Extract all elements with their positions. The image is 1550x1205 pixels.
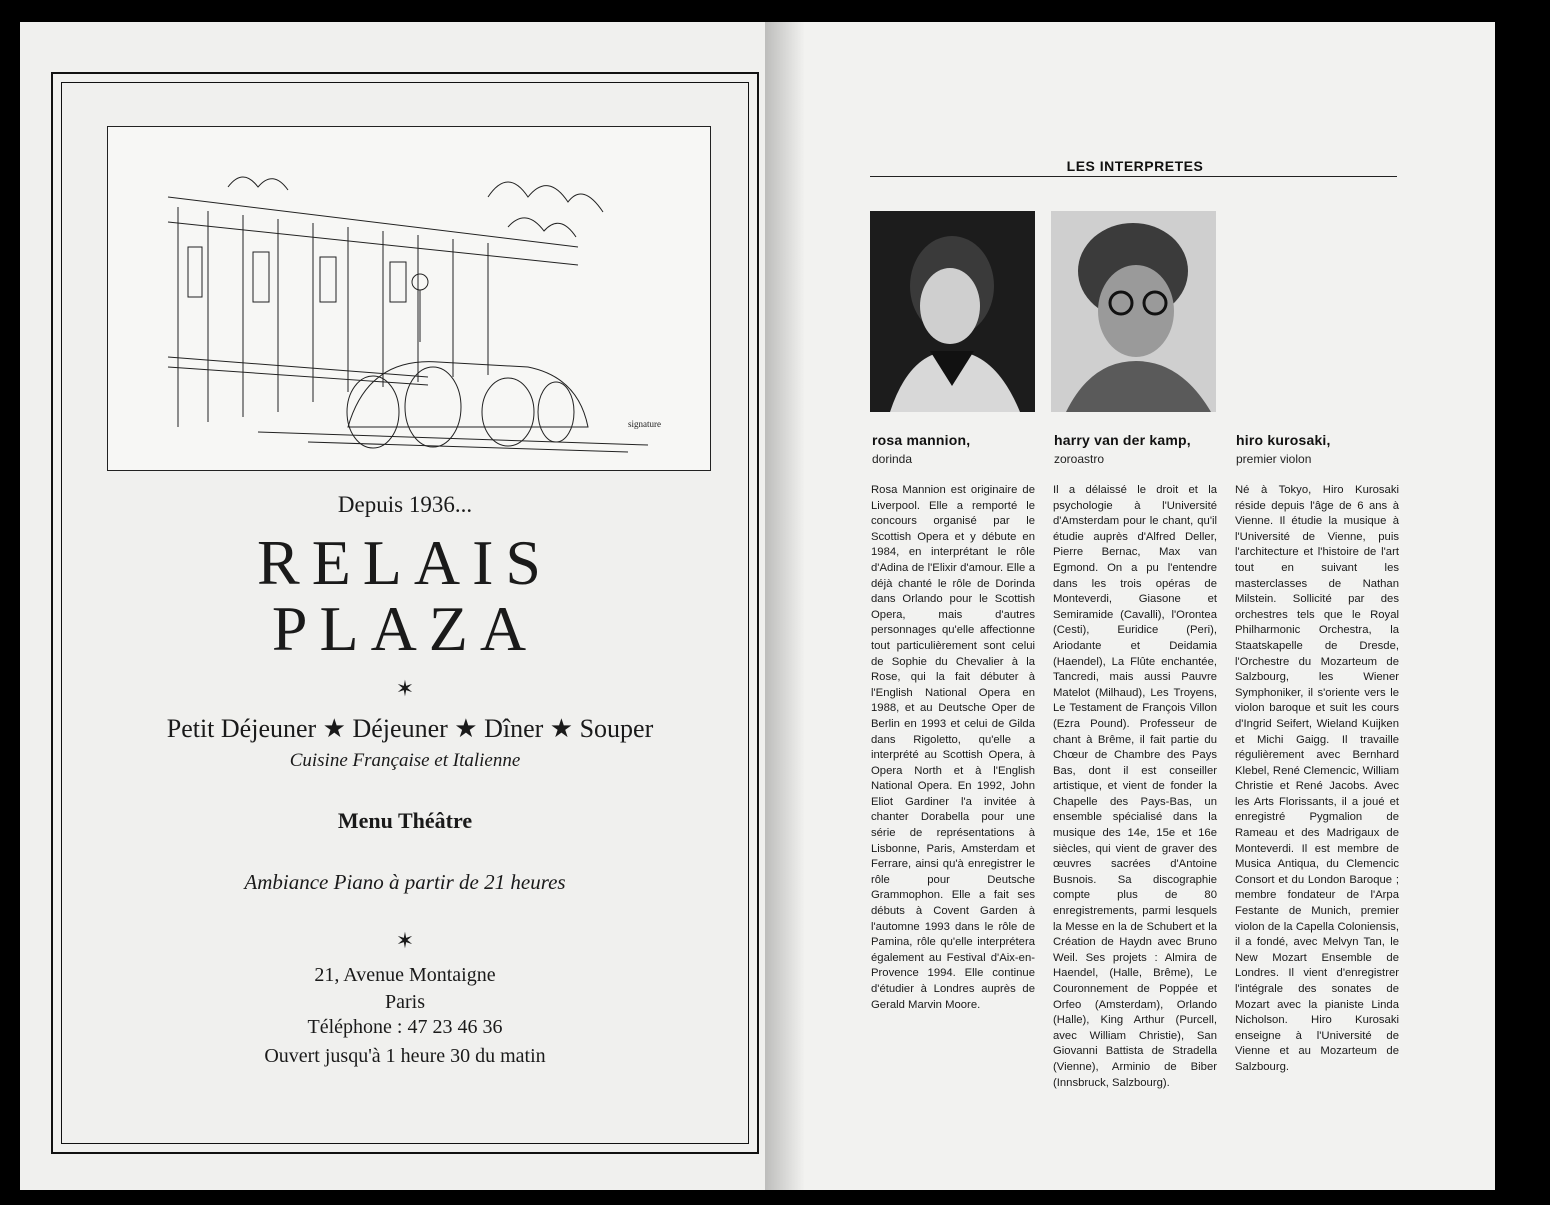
address-line: 21, Avenue Montaigne xyxy=(314,964,496,986)
menu-theatre: Menu Théâtre xyxy=(337,808,473,833)
performer-role: premier violon xyxy=(1236,452,1312,466)
hours-line: Ouvert jusqu'à 1 heure 30 du matin xyxy=(264,1045,546,1067)
performer-photo-harry-van-der-kamp xyxy=(1051,211,1216,412)
brand-line-1: RELAIS xyxy=(257,527,553,598)
performer-bio: Rosa Mannion est originaire de Liverpool. Elle a remporté le concours organisé par le Scottish Opera et y débute en 1984, en interprétant le rôle d'Adina de l'Elixir d'amour. Elle a déjà chanté le rôle de Dorinda dans Orlando pour le Scottish Opera, mais d'autres personnages qu'elle affectionne tout particulièrement sont celui de Sophie du Chevalier à la Rose, qui la fait débuter à l'English National Opera en 1988, et au Deutsche Oper de Berlin en 1993 et celui de Gilda dans Rigoletto, qu'elle a interprété au Scottish Opera, à Opera North et à l'English National Opera. En 1992, John Eliot Gardiner l'a invitée à chanter Dorabella pour une série de représentations à Lisbonne, Paris, Amsterdam et Ferrare, ainsi qu'à enregistrer le rôle pour Deutsche Grammophon. Elle a fait ses débuts à Covent Garden à l'automne 1993 dans le rôle de Pamina, rôle qu'elle interprétera également au Festival d'Aix-en-Provence 1994. Elle continue d'étudier à Londres auprès de Gerald Marvin Moore. xyxy=(871,484,1035,1011)
brand-line-2: PLAZA xyxy=(271,593,539,664)
performer-bio: Il a délaissé le droit et la psychologie à l'Université d'Amsterdam pour le chant, qu'il étudie auprès d'Alfred Deller, Pierre Bernac, Max van Egmond. On a pu l'entendre dans les trois opéras de Monteverdi, Giasone et Semiramide (Cavalli), l'Orontea (Cesti), Euridice (Peri), Ariodante et Deidamia (Haendel), La Flûte enchantée, Tancredi, mais aussi Pauvre Matelot (Milhaud), Les Troyens, Le Testament de François Villon (Ezra Pound). Professeur de chant à Brême, il fait partie du Chœur de Chambre des Pays Bas, dont il est conseiller artistique, et vient de fonder la Chapelle des Pays-Bas, un ensemble spécialisé dans la musique des 14e, 15e et 16e siècles, qui vient de graver des œuvres sacrées d'Antoine Busnois. Sa discographie compte plus de 80 enregistrements, parmi lesquels la Messe en la de Schubert et la Création de Haydn avec Bruno Weil. Ses projets : Almira de Haendel, (Halle, Brême), Le Couronnement de Poppée et Orfeo (Amsterdam), Orlando (Halle), King Arthur (Purcell, avec William Christie), San Giovanni Battista de Stradella (Vienne), Arminio de Biber (Innsbruck, Salzbourg). xyxy=(1053,484,1217,1089)
star-ornament-2: ✶ xyxy=(395,928,415,953)
city-line: Paris xyxy=(385,991,425,1013)
section-title: LES INTERPRETES xyxy=(1066,158,1204,174)
performer-role: zoroastro xyxy=(1054,452,1105,466)
street-sketch-illustration xyxy=(107,126,711,471)
performer-name: rosa mannion, xyxy=(872,432,971,448)
star-ornament-1: ✶ xyxy=(395,676,415,701)
performer-photo-rosa-mannion xyxy=(870,211,1035,412)
section-rule xyxy=(870,176,1397,177)
svg-text:signature: signature xyxy=(628,419,661,429)
performer-role: dorinda xyxy=(872,452,913,466)
performer-name: hiro kurosaki, xyxy=(1236,432,1331,448)
performer-name: harry van der kamp, xyxy=(1054,432,1191,448)
performer-bio: Né à Tokyo, Hiro Kurosaki réside depuis l'âge de 6 ans à Vienne. Il étudie la musique à l'Université de Vienne, puis l'architecture et l'histoire de l'art tout en suivant les masterclasses de Nathan Milstein. Sollicité par des orchestres tels que le Royal Philharmonic Orchestra, la Staatskapelle de Dresde, l'Orchestre du Mozarteum de Salzbourg, les Wiener Symphoniker, il s'oriente vers le violon baroque et suit les cours d'Ingrid Seifert, Wieland Kuijken et Michi Gaigg. Il travaille régulièrement avec Bernhard Klebel, René Clemencic, William Christie et René Jacobs. Avec les Arts Florissants, il a joué et enregistré Pygmalion de Rameau et des Madrigaux de Monteverdi. Il est membre de Musica Antiqua, du Clemencic Consort et du London Baroque ; membre fondateur de l'Arpa Festante de Munich, premier violon de la Capella Coloniensis, il a fondé, avec Melvyn Tan, le New Mozart Ensemble de Londres. Il vient d'enregistrer l'intégrale des sonates de Mozart avec la pianiste Linda Nicholson. Hiro Kurosaki enseigne à l'Université de Vienne et au Mozarteum de Salzbourg. xyxy=(1235,484,1399,1073)
gutter-shadow xyxy=(765,22,805,1190)
cuisine-line: Cuisine Française et Italienne xyxy=(289,750,521,771)
ambiance-line: Ambiance Piano à partir de 21 heures xyxy=(244,870,566,894)
phone-line: Téléphone : 47 23 46 36 xyxy=(307,1016,503,1038)
since-1936-text: Depuis 1936... xyxy=(337,492,473,517)
relais-plaza-logo xyxy=(220,527,590,664)
meals-line: Petit Déjeuner ★ Déjeuner ★ Dîner ★ Souper xyxy=(166,714,654,743)
